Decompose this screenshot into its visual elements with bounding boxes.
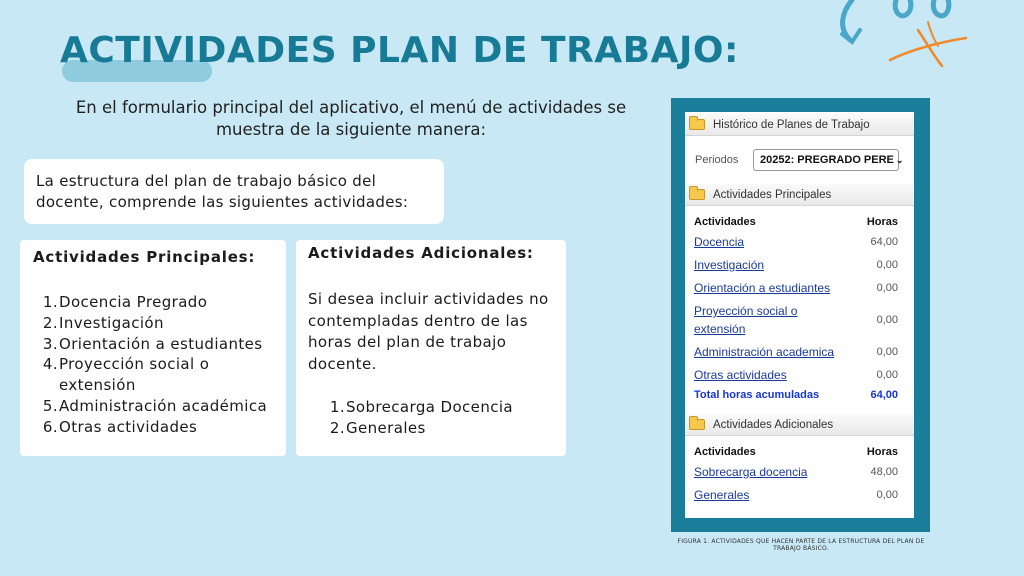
folder-icon: [689, 189, 705, 200]
table-row: Investigación 0,00: [694, 258, 898, 272]
list-item: 1. Sobrecarga Docencia: [329, 398, 514, 416]
col-horas: Horas: [866, 446, 898, 458]
additional-list: [308, 397, 554, 439]
activity-link-generales[interactable]: Generales: [694, 488, 750, 502]
activity-link-orientacion[interactable]: Orientación a estudiantes: [694, 281, 831, 295]
folder-icon: [689, 119, 705, 130]
table-row: Sobrecarga docencia 48,00: [694, 465, 898, 479]
table-row: Docencia 64,00: [694, 235, 898, 249]
list-item: 2. Investigación: [42, 313, 164, 332]
activity-link-investigacion[interactable]: Investigación: [694, 258, 765, 272]
list-item: 6. Otras actividades: [42, 417, 198, 436]
principales-table: [685, 212, 914, 404]
table-row: Proyección social o extensión 0,00: [694, 304, 898, 336]
principal-list: [33, 292, 273, 438]
periodos-row: [685, 136, 914, 184]
adicionales-table: [685, 442, 914, 507]
historico-header[interactable]: Histórico de Planes de Trabajo: [685, 114, 914, 136]
periodos-label: Periodos: [695, 154, 739, 166]
col-actividades: Actividades: [694, 446, 756, 458]
principales-header[interactable]: Actividades Principales: [685, 184, 914, 206]
table-row: Administración academica 0,00: [694, 345, 898, 359]
activity-link-sobrecarga[interactable]: Sobrecarga docencia: [694, 465, 808, 479]
table-row: Otras actividades 0,00: [694, 368, 898, 382]
table-row: Generales 0,00: [694, 488, 898, 502]
col-horas: Horas: [866, 216, 898, 228]
adicionales-header[interactable]: Actividades Adicionales: [685, 414, 914, 436]
activity-link-otras[interactable]: Otras actividades: [694, 368, 787, 382]
periodo-select[interactable]: 20252: PREGRADO PERE ⌄: [753, 149, 899, 171]
list-item: 4. Proyección social o extensión: [42, 355, 210, 395]
activity-link-proyeccion[interactable]: Proyección social o extensión: [694, 304, 798, 336]
figure-caption: FIGURA 1. ACTIVIDADES QUE HACEN PARTE DE LA ESTRUCTURA DEL PLAN DE TRABAJO BÁSICO.: [677, 538, 925, 552]
folder-icon: [689, 419, 705, 430]
table-row: Orientación a estudiantes 0,00: [694, 281, 898, 295]
chevron-down-icon: ⌄: [895, 154, 904, 165]
activities-menu-screenshot: [685, 112, 914, 518]
col-actividades: Actividades: [694, 216, 756, 228]
list-item: 3. Orientación a estudiantes: [42, 334, 263, 353]
activity-link-docencia[interactable]: Docencia: [694, 235, 745, 249]
title-block: [60, 30, 739, 71]
intro-card: La estructura del plan de trabajo básico del docente, comprende las siguientes actividades:: [24, 159, 444, 224]
decorative-doodle: [830, 0, 980, 80]
list-item: 5. Administración académica: [42, 396, 268, 415]
total-row: [685, 387, 914, 404]
activity-link-administracion[interactable]: Administración academica: [694, 345, 835, 359]
list-item: 2. Generales: [329, 418, 426, 437]
total-hours: 64,00: [870, 389, 898, 401]
additional-heading: Actividades Adicionales:: [308, 244, 534, 262]
principal-activities-card: [20, 240, 286, 456]
additional-activities-card: [296, 240, 566, 456]
additional-description: Si desea incluir actividades no contempladas dentro de las horas del plan de trabajo docente.: [308, 290, 549, 373]
intro-text: En el formulario principal del aplicativo, el menú de actividades se muestra de la siguiente manera:: [75, 98, 627, 139]
page-title: ACTIVIDADES PLAN DE TRABAJO:: [60, 30, 739, 71]
list-item: 1. Docencia Pregrado: [42, 293, 208, 311]
total-label: Total horas acumuladas: [694, 389, 820, 401]
principal-heading: Actividades Principales:: [33, 248, 256, 266]
